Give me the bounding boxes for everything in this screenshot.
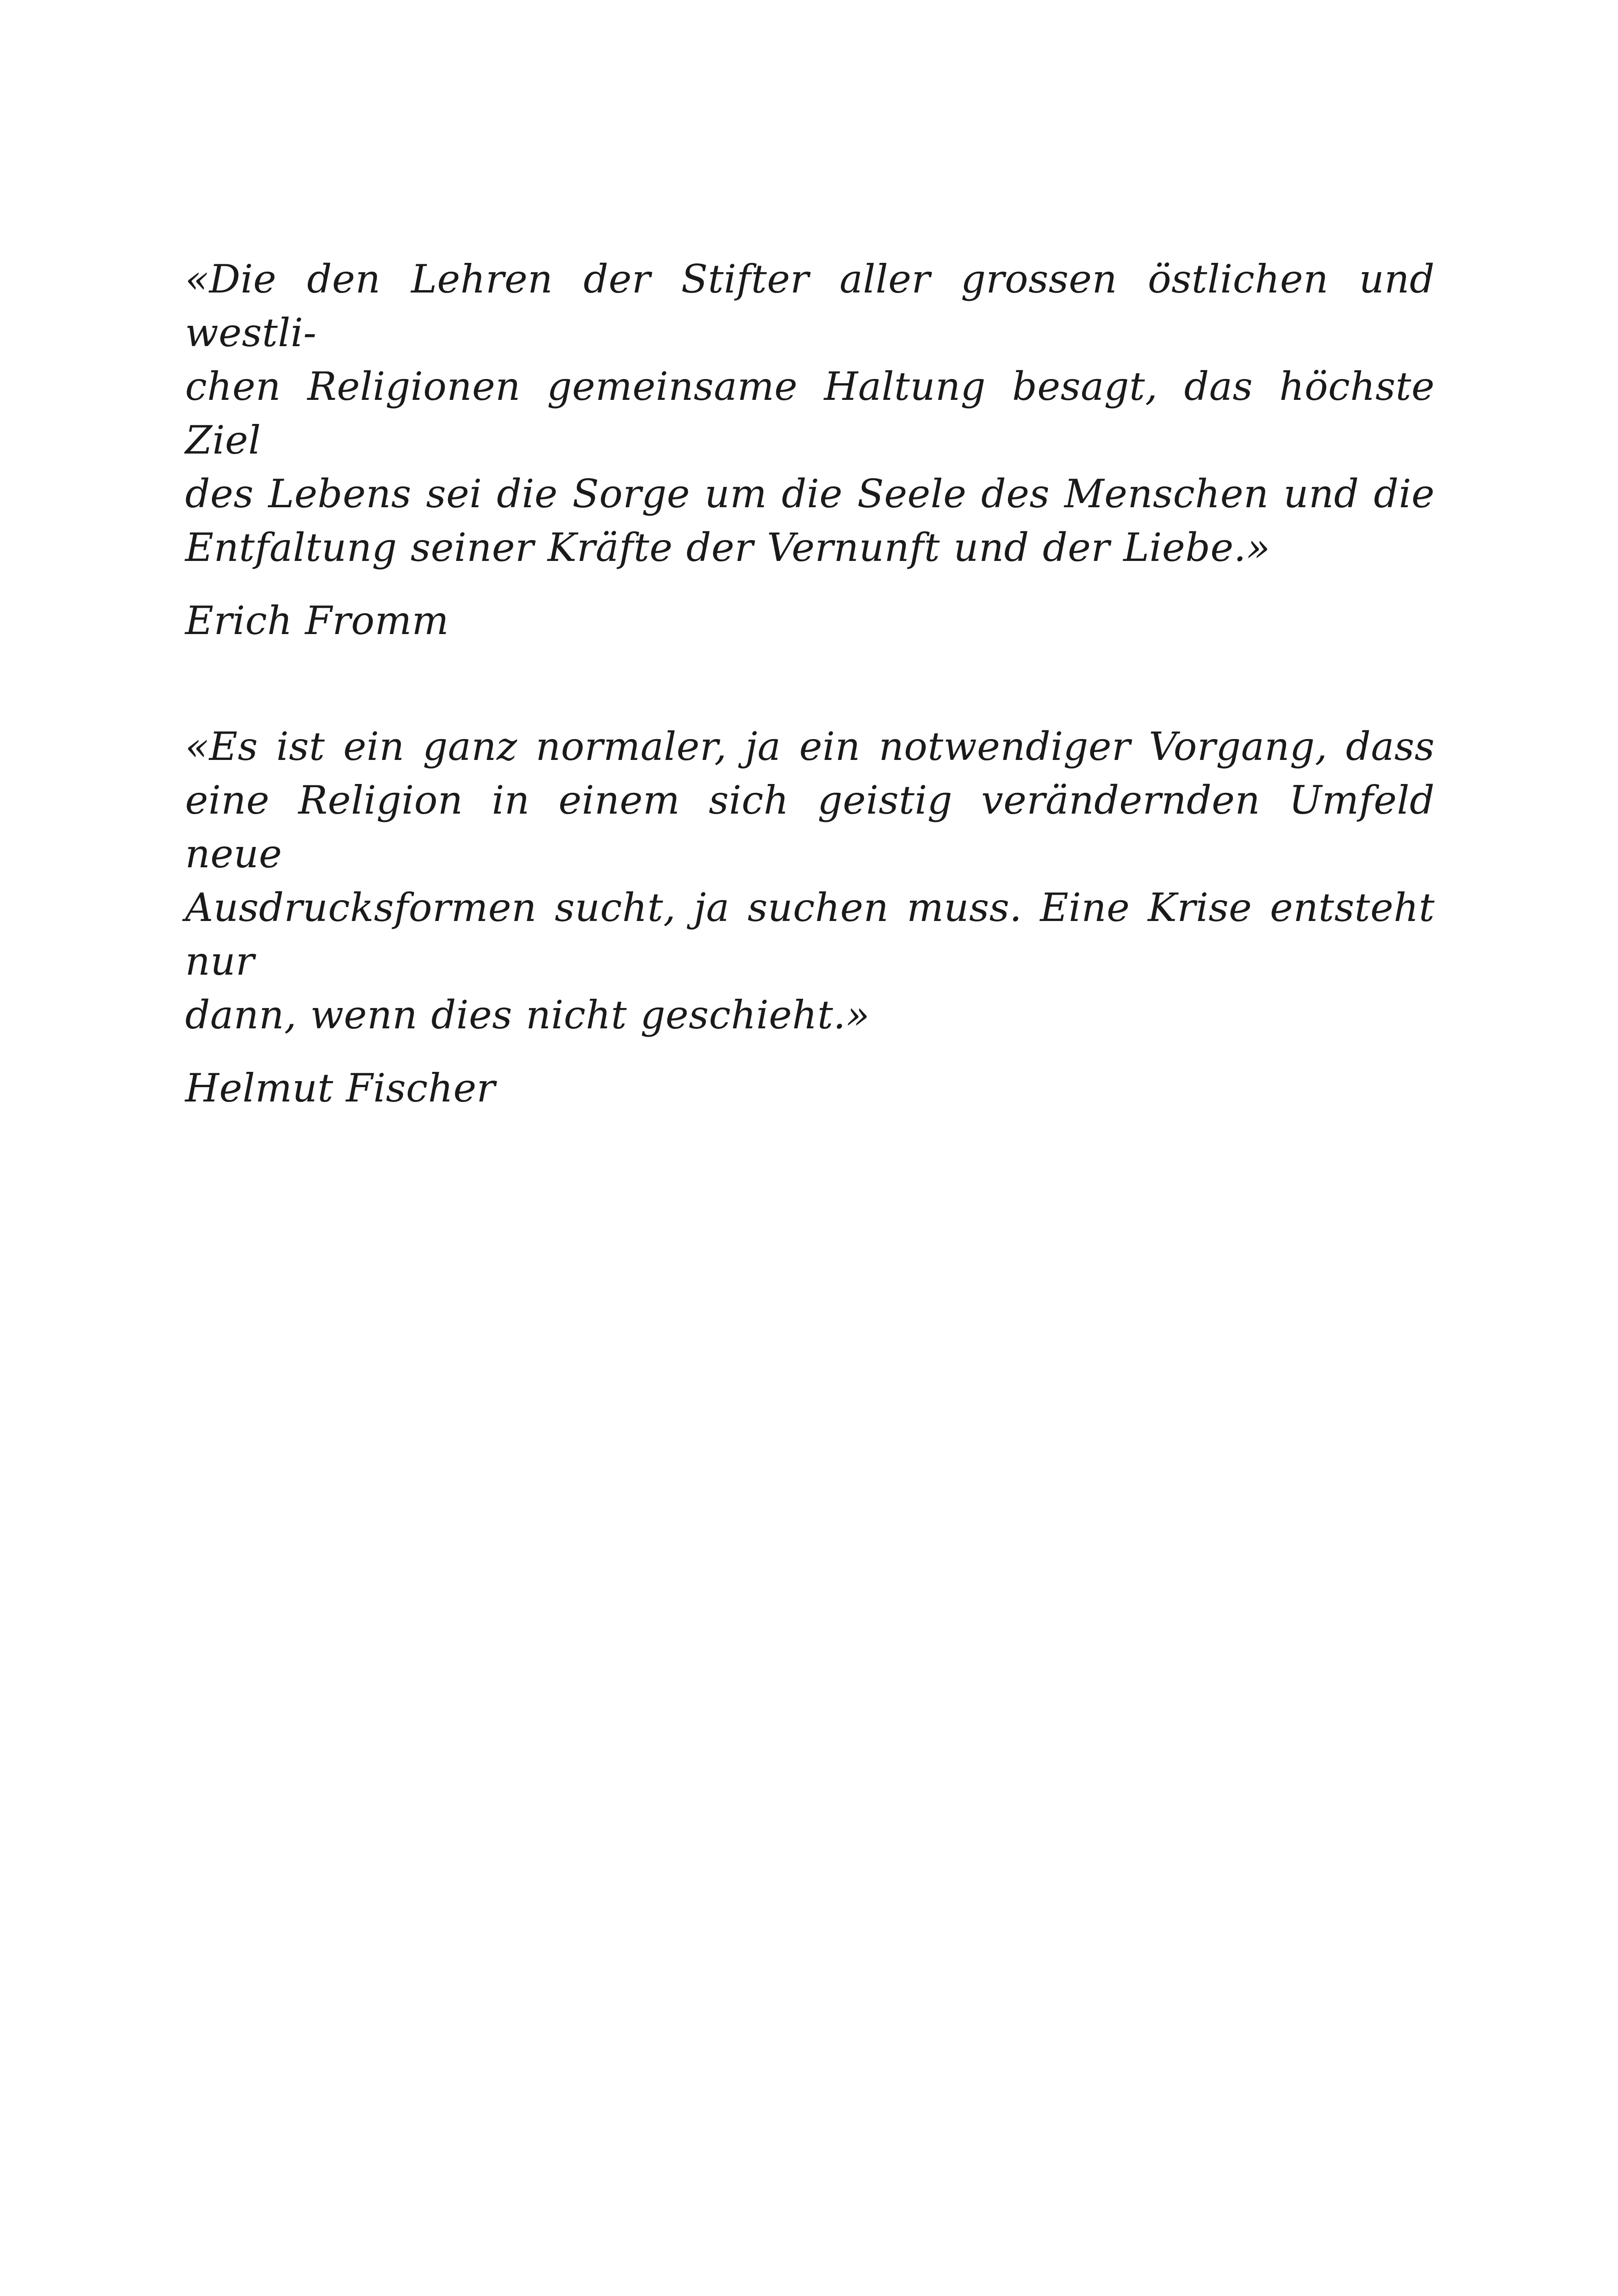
quote-block-fromm <box>185 252 1435 647</box>
quote-line: «Die den Lehren der Stifter aller grossen östlichen und westli- <box>185 256 1435 355</box>
quote-text <box>185 720 1435 1042</box>
quote-block-fischer <box>185 720 1435 1115</box>
quote-author: Helmut Fischer <box>185 1065 496 1111</box>
quote-line: des Lebens sei die Sorge um die Seele des Menschen und die <box>185 471 1435 516</box>
quote-line: dann, wenn dies nicht geschieht.» <box>185 992 870 1038</box>
quote-line: Entfaltung seiner Kräfte der Vernunft und der Liebe.» <box>185 525 1270 570</box>
quote-text <box>185 252 1435 574</box>
quote-line: eine Religion in einem sich geistig verändernden Umfeld neue <box>185 778 1435 877</box>
quote-line: chen Religionen gemeinsame Haltung besagt, das höchste Ziel <box>185 364 1435 463</box>
quote-author: Erich Fromm <box>185 598 449 643</box>
quote-line: «Es ist ein ganz normaler, ja ein notwendiger Vorgang, dass <box>185 724 1435 769</box>
quote-line: Ausdrucksformen sucht, ja suchen muss. Eine Krise entsteht nur <box>185 885 1435 984</box>
